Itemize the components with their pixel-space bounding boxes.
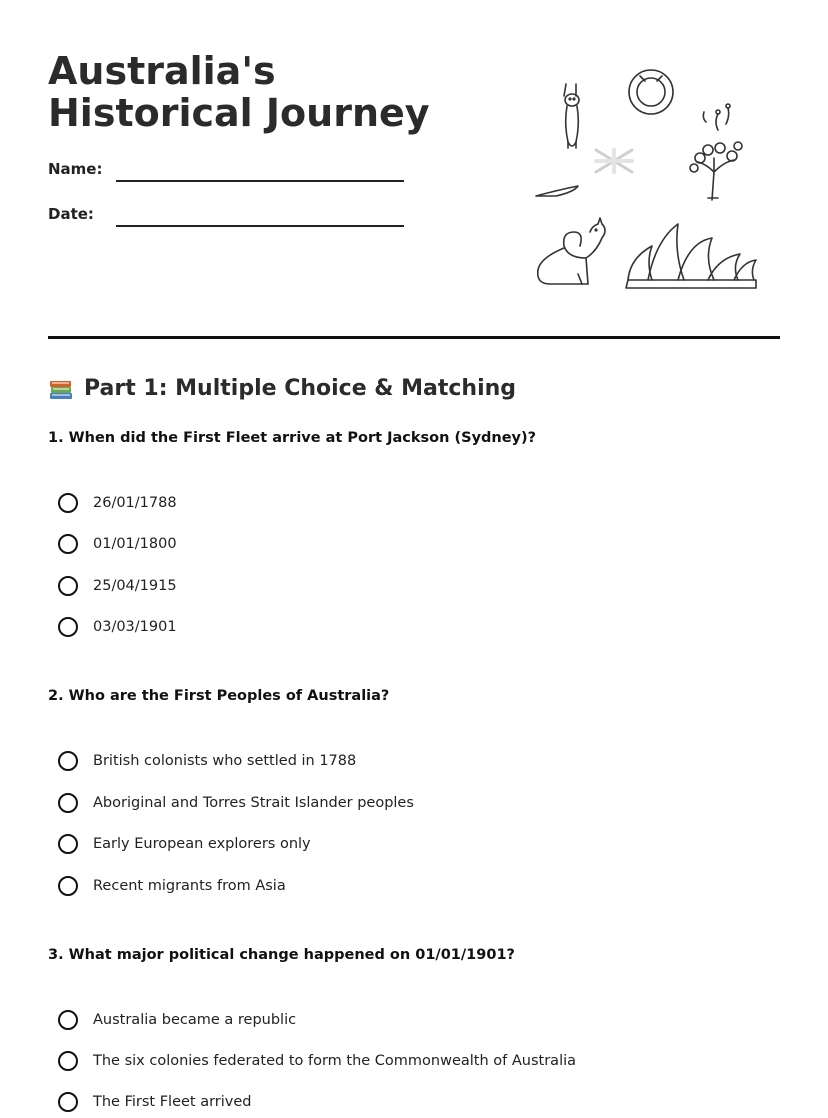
radio-button[interactable] bbox=[58, 793, 78, 813]
kangaroo-icon bbox=[564, 84, 579, 148]
question-1-option-1[interactable]: 26/01/1788 bbox=[58, 490, 177, 516]
name-label: Name: bbox=[48, 160, 103, 178]
name-field[interactable] bbox=[116, 180, 404, 182]
question-3-option-3[interactable]: The First Fleet arrived bbox=[58, 1089, 252, 1115]
books-icon bbox=[48, 376, 74, 402]
question-2-option-2[interactable]: Aboriginal and Torres Strait Islander peoples bbox=[58, 790, 414, 816]
question-2-option-1[interactable]: British colonists who settled in 1788 bbox=[58, 748, 356, 774]
page-title: Australia's Historical Journey bbox=[48, 49, 430, 135]
radio-button[interactable] bbox=[58, 876, 78, 896]
part1-heading-text: Part 1: Multiple Choice & Matching bbox=[84, 376, 517, 401]
radio-button[interactable] bbox=[58, 834, 78, 854]
question-2-option-3[interactable]: Early European explorers only bbox=[58, 831, 311, 857]
question-1-option-2[interactable]: 01/01/1800 bbox=[58, 531, 177, 557]
date-label: Date: bbox=[48, 205, 94, 223]
boomerang-icon bbox=[536, 186, 578, 196]
question-1-text: 1. When did the First Fleet arrive at Port Jackson (Sydney)? bbox=[48, 430, 537, 446]
australia-icons-illustration bbox=[528, 62, 768, 298]
question-2-option-4[interactable]: Recent migrants from Asia bbox=[58, 873, 286, 899]
question-2-text: 2. Who are the First Peoples of Australia? bbox=[48, 688, 390, 704]
union-jack-icon bbox=[596, 150, 632, 172]
part1-heading bbox=[48, 374, 516, 404]
radio-button[interactable] bbox=[58, 751, 78, 771]
radio-button[interactable] bbox=[58, 1092, 78, 1112]
sydney-opera-house-icon bbox=[626, 224, 756, 288]
radio-button[interactable] bbox=[58, 493, 78, 513]
radio-button[interactable] bbox=[58, 617, 78, 637]
question-3-option-1[interactable]: Australia became a republic bbox=[58, 1007, 296, 1033]
question-1-option-4[interactable]: 03/03/1901 bbox=[58, 614, 177, 640]
date-field[interactable] bbox=[116, 225, 404, 227]
radio-button[interactable] bbox=[58, 1010, 78, 1030]
header-divider bbox=[48, 336, 780, 339]
lifebuoy-icon bbox=[629, 70, 673, 114]
eucalyptus-tree-icon bbox=[690, 104, 742, 200]
radio-button[interactable] bbox=[58, 1051, 78, 1071]
radio-button[interactable] bbox=[58, 534, 78, 554]
radio-button[interactable] bbox=[58, 576, 78, 596]
question-3-text: 3. What major political change happened on 01/01/1901? bbox=[48, 947, 515, 963]
sitting-kangaroo-icon bbox=[538, 218, 605, 284]
question-3-option-2[interactable]: The six colonies federated to form the Commonwealth of Australia bbox=[58, 1048, 576, 1074]
question-1-option-3[interactable]: 25/04/1915 bbox=[58, 573, 177, 599]
